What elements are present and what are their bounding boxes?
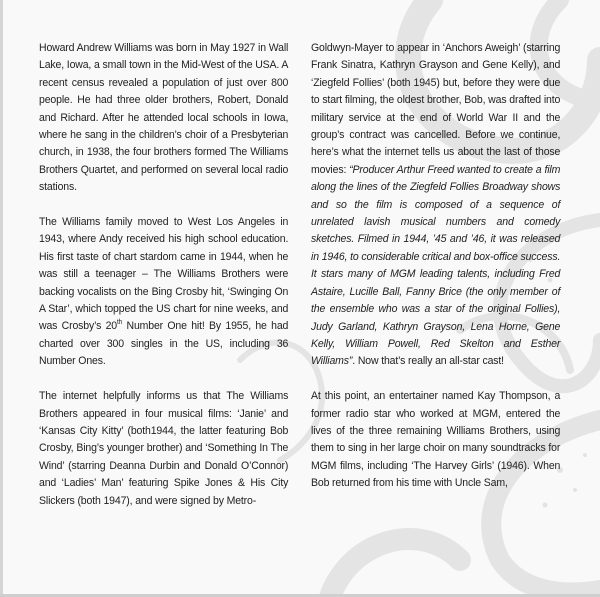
paragraph-mgm-films: [311, 40, 560, 371]
page-edge-left: [0, 0, 3, 597]
ordinal-superscript: th: [116, 319, 123, 327]
paragraph-musical-films: The internet helpfully informs us that The Williams Brothers appeared in four musical films: ‘Janie’ and ‘Kansas City Kitty’ (both1944, the latter featuring Bob Crosby, Bing’s younger brother) and ‘Something In The Wind’ (starring Deanna Durbin and Donald O’Connor) and ‘Ladies’ Man’ featuring Spike Jones & His City Slickers (both 1947), and were signed by Metro-: [39, 390, 289, 507]
right-text-column: [311, 40, 560, 510]
paragraph-plain-text: Goldwyn-Mayer to appear in ‘Anchors Aweigh’ (starring Frank Sinatra, Kathryn Grayson and Gene Kelly), and ‘Ziegfeld Follies’ (both 1945) but, before they were due to start filming, the oldest brother, Bob, was drafted into military service at the end of World War II and the group’s contract was cancelled. Before we continue, here’s what the internet tells us about the last of those movies:: [311, 42, 561, 176]
paragraph-text-after-superscript: Number One hit! By 1955, he had charted over 300 singles in the US, including 36 Number Ones.: [39, 320, 289, 368]
left-text-column: [39, 40, 288, 527]
italic-quotation: “Producer Arthur Freed wanted to create a film along the lines of the Ziegfeld Follies Broadway shows and so the film is composed of a sequence of unrelated lavish musical numbers and comedy sketches. Filmed in 1944, ’45 and ’46, it was released in 1946, to considerable critical and box-office success. It stars many of MGM leading talents, including Fred Astaire, Lucille Ball, Fanny Brice (the only member of the ensemble who was a star of the original Follies), Judy Garland, Kathryn Grayson, Lena Horne, Gene Kelly, William Powell, Red Skelton and Esther Williams”: [311, 163, 561, 368]
paragraph-text-before-superscript: The Williams family moved to West Los Angeles in 1943, where Andy received his high school education. His first taste of chart stardom came in 1944, when he was still a teenager – The Williams Brothers were backing vocalists on the Bing Crosby hit, ‘Swinging On A Star’, which topped the US chart for nine weeks, and was Crosby’s 20: [39, 216, 289, 333]
paragraph-closing-text: . Now that’s really an all-star cast!: [352, 355, 504, 368]
paragraph-chart-stardom: [39, 214, 288, 371]
paragraph-kay-thompson: At this point, an entertainer named Kay Thompson, a former radio star who worked at MGM, entered the lives of the three remaining Williams Brothers, using them to sing in her large choir on many soundtracks for MGM films, including ‘The Harvey Girls’ (1946). When Bob returned from his time with Uncle Sam,: [311, 390, 561, 490]
paragraph-birth: Howard Andrew Williams was born in May 1927 in Wall Lake, Iowa, a small town in the Mid-West of the USA. A recent census revealed a population of just over 800 people. He had three older brothers, Robert, Donald and Richard. After he attended local schools in Iowa, where he sang in the children’s choir of a Presbyterian church, in 1938, the four brothers formed The Williams Brothers Quartet, and performed on several local radio stations.: [39, 42, 289, 194]
